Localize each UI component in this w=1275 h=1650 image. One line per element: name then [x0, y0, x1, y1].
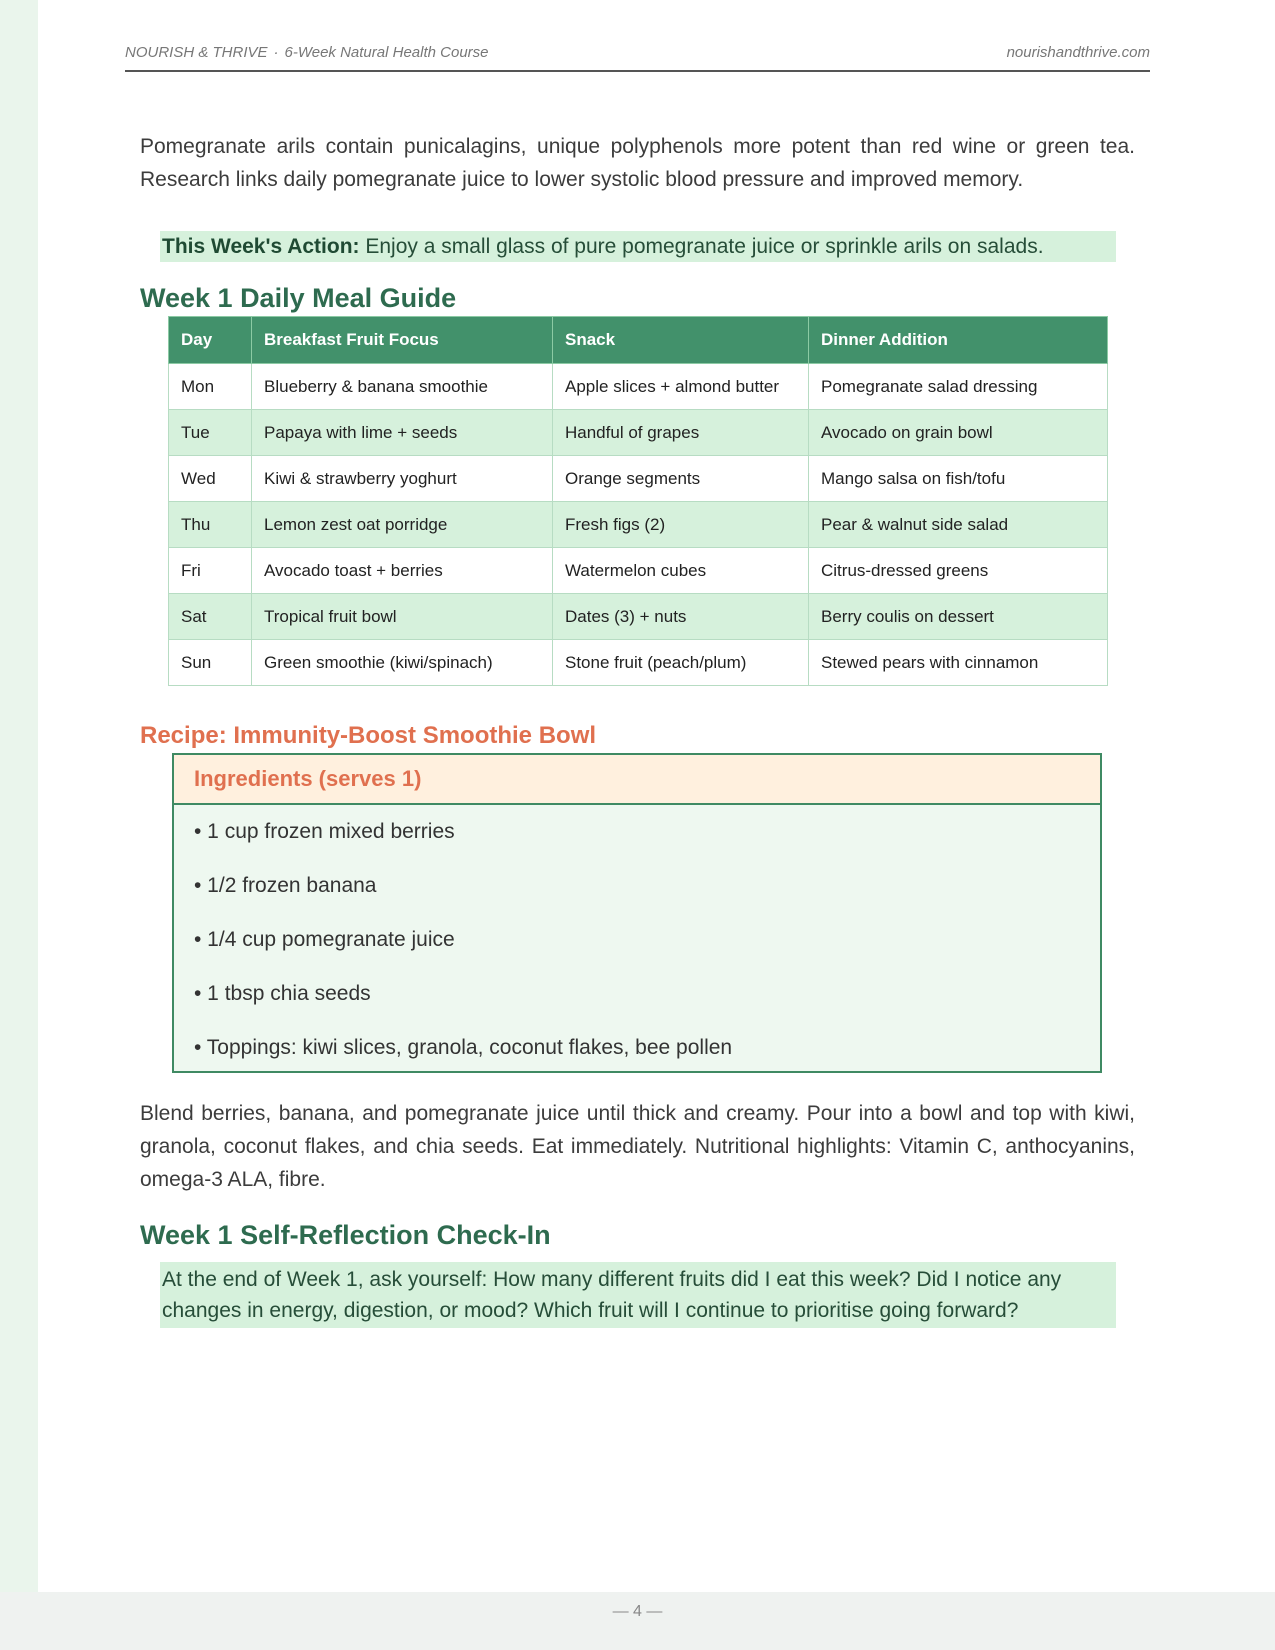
left-margin-strip [0, 0, 38, 1650]
table-cell: Citrus-dressed greens [809, 548, 1108, 594]
ingredient-item: • Toppings: kiwi slices, granola, coconut flakes, bee pollen [194, 1036, 733, 1059]
table-cell: Pear & walnut side salad [809, 502, 1108, 548]
table-cell: Tropical fruit bowl [252, 594, 553, 640]
header-course-info [125, 44, 489, 61]
meal-guide-heading: Week 1 Daily Meal Guide [140, 283, 457, 313]
table-cell: Avocado on grain bowl [809, 410, 1108, 456]
ingredient-item: • 1/4 cup pomegranate juice [194, 928, 455, 951]
table-cell: Kiwi & strawberry yoghurt [252, 456, 553, 502]
table-header-row [169, 317, 1108, 364]
table-cell: Apple slices + almond butter [553, 364, 809, 410]
table-cell: Fri [169, 548, 252, 594]
table-cell: Wed [169, 456, 252, 502]
ingredient-item: • 1 cup frozen mixed berries [194, 820, 455, 843]
ingredients-box [172, 753, 1102, 1073]
ingredient-item: • 1 tbsp chia seeds [194, 982, 371, 1005]
weekly-action-callout [160, 231, 1116, 262]
table-cell: Avocado toast + berries [252, 548, 553, 594]
table-row [169, 410, 1108, 456]
page-number: — 4 — [612, 1603, 663, 1620]
meal-guide-table [168, 316, 1108, 686]
ingredients-list [174, 805, 1100, 1075]
intro-paragraph: Pomegranate arils contain punicalagins, unique polyphenols more potent than red wine or green tea. Research links daily pomegranate juice to lower systolic blood pressure and improved memory. [140, 135, 1135, 191]
header-brand: NOURISH & THRIVE [125, 44, 268, 61]
page-header [125, 40, 1150, 72]
reflection-heading: Week 1 Self-Reflection Check-In [140, 1220, 551, 1250]
header-course: 6-Week Natural Health Course [284, 44, 489, 61]
table-cell: Sat [169, 594, 252, 640]
table-cell: Pomegranate salad dressing [809, 364, 1108, 410]
table-cell: Dates (3) + nuts [553, 594, 809, 640]
reflection-callout: At the end of Week 1, ask yourself: How many different fruits did I eat this week? Did I notice any changes in energy, digestion, or mood? Which fruit will I continue to prioritise going forward? [160, 1262, 1116, 1328]
table-cell: Stone fruit (peach/plum) [553, 640, 809, 686]
table-cell: Mon [169, 364, 252, 410]
table-row [169, 364, 1108, 410]
table-cell: Mango salsa on fish/tofu [809, 456, 1108, 502]
table-cell: Fresh figs (2) [553, 502, 809, 548]
table-cell: Orange segments [553, 456, 809, 502]
header-website: nourishandthrive.com [1006, 44, 1150, 61]
column-header: Breakfast Fruit Focus [252, 317, 553, 364]
column-header: Dinner Addition [809, 317, 1108, 364]
column-header: Day [169, 317, 252, 364]
table-cell: Watermelon cubes [553, 548, 809, 594]
recipe-method-paragraph: Blend berries, banana, and pomegranate juice until thick and creamy. Pour into a bowl and top with kiwi, granola, coconut flakes, and chia seeds. Eat immediately. Nutritional highlights: Vitamin C, anthocyanins, omega-3 ALA, fibre. [140, 1102, 1135, 1191]
column-header: Snack [553, 317, 809, 364]
ingredients-heading: Ingredients (serves 1) [174, 755, 1100, 805]
action-text: Enjoy a small glass of pure pomegranate juice or sprinkle arils on salads. [359, 235, 1044, 258]
table-cell: Blueberry & banana smoothie [252, 364, 553, 410]
table-cell: Berry coulis on dessert [809, 594, 1108, 640]
recipe-heading: Recipe: Immunity-Boost Smoothie Bowl [140, 722, 597, 749]
table-cell: Tue [169, 410, 252, 456]
table-cell: Papaya with lime + seeds [252, 410, 553, 456]
header-separator: · [273, 44, 279, 61]
table-cell: Sun [169, 640, 252, 686]
action-label: This Week's Action: [162, 235, 360, 258]
page-footer [0, 1592, 1275, 1650]
table-cell: Handful of grapes [553, 410, 809, 456]
table-cell: Thu [169, 502, 252, 548]
table-row [169, 456, 1108, 502]
table-row [169, 594, 1108, 640]
table-row [169, 640, 1108, 686]
table-cell: Stewed pears with cinnamon [809, 640, 1108, 686]
table-cell: Green smoothie (kiwi/spinach) [252, 640, 553, 686]
table-row [169, 502, 1108, 548]
table-row [169, 548, 1108, 594]
table-cell: Lemon zest oat porridge [252, 502, 553, 548]
ingredient-item: • 1/2 frozen banana [194, 874, 377, 897]
